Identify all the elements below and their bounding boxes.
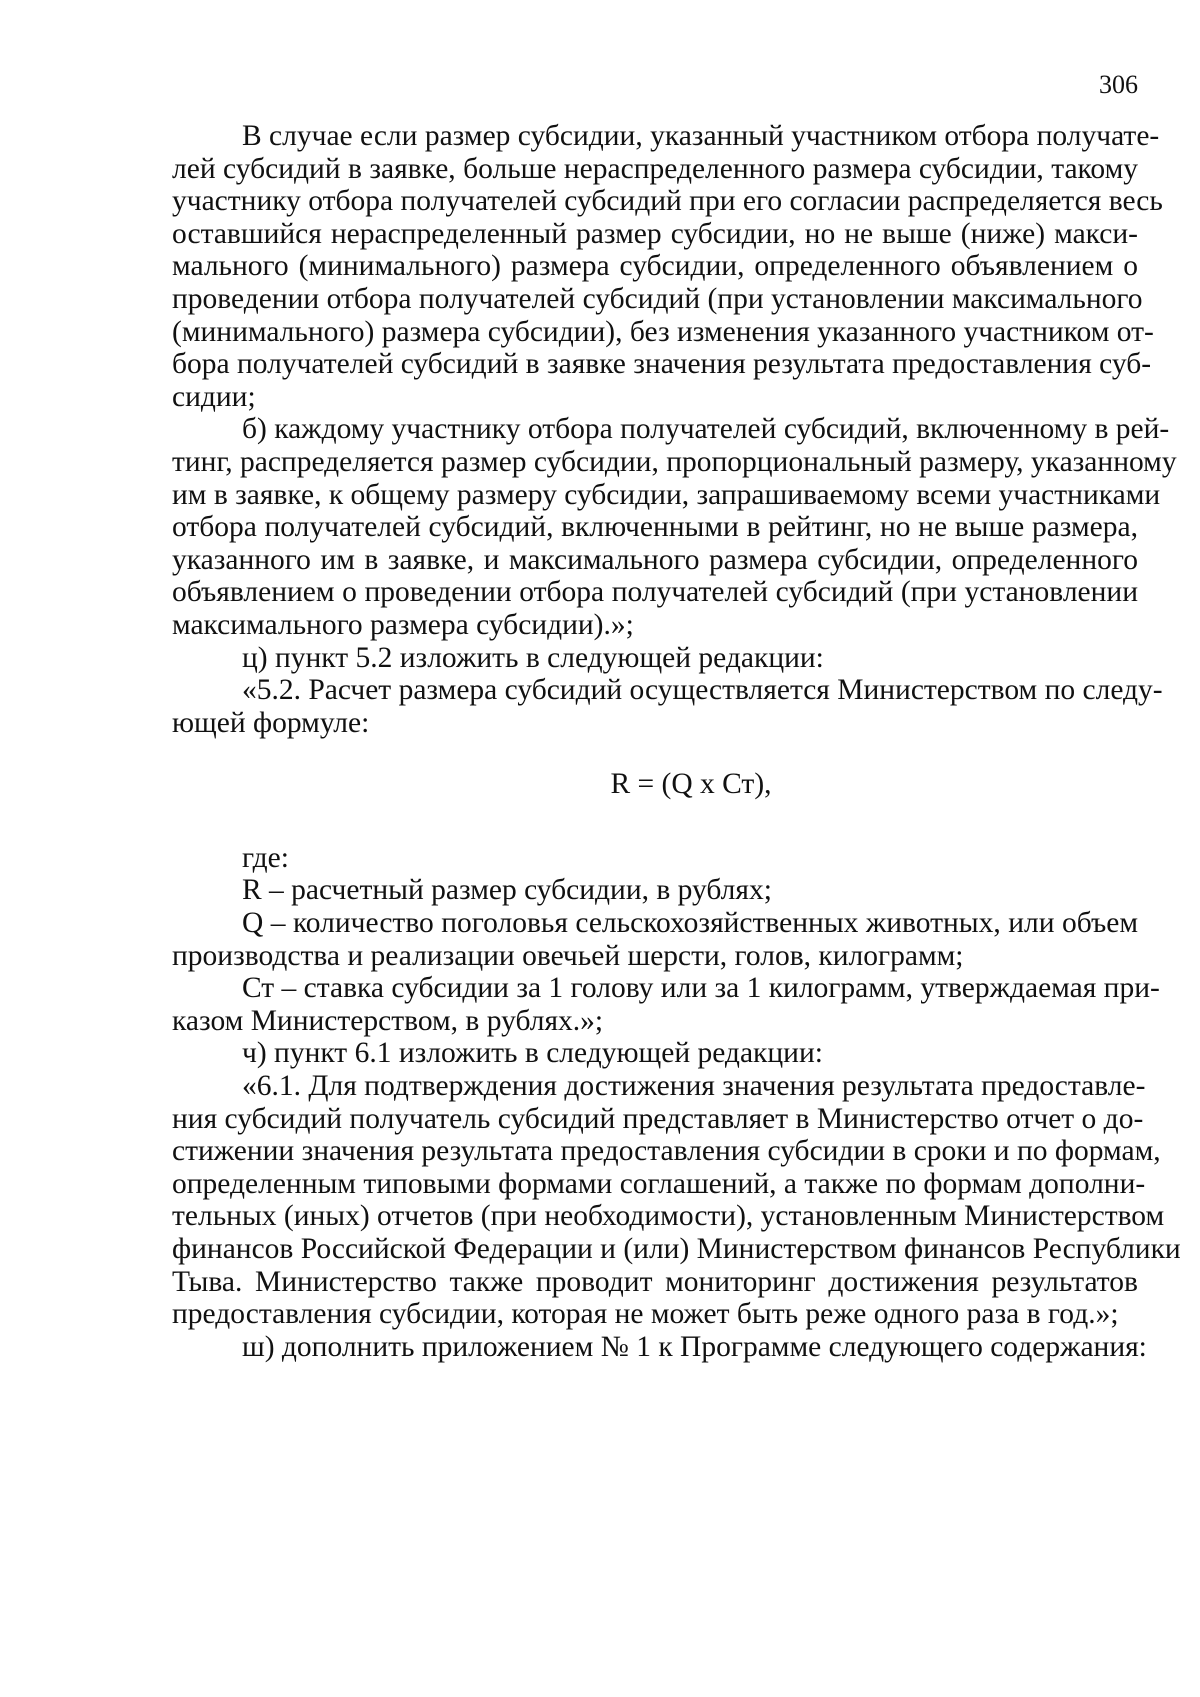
document-body xyxy=(172,120,1181,1363)
text-line: финансов Российской Федерации и (или) Министерством финансов Республики xyxy=(172,1233,1181,1265)
text-line: (минимального) размера субсидии), без изменения указанного участником от- xyxy=(172,315,1154,348)
text-line: мального (минимального) размера субсидии, определенного объявлением о xyxy=(172,250,1138,283)
text-line: «6.1. Для подтверждения достижения значения результата предоставле- xyxy=(242,1070,1146,1103)
paragraph-item-ch: ч) пункт 6.1 изложить в следующей редакции: xyxy=(242,1037,823,1070)
text-line: ния субсидий получатель субсидий представляет в Министерство отчет о до- xyxy=(172,1102,1144,1135)
text-line: максимального размера субсидии).»; xyxy=(172,608,634,641)
text-line: стижении значения результата предоставления субсидии в сроки и по формам, xyxy=(172,1135,1161,1168)
text-line: «5.2. Расчет размера субсидий осуществляется Министерством по следу- xyxy=(242,674,1163,707)
text-line: тинг, распределяется размер субсидии, пропорциональный размеру, указанному xyxy=(172,445,1177,478)
definition-st xyxy=(172,972,1160,1037)
paragraph-subsidy-remainder xyxy=(172,120,1163,413)
text-line: сидии; xyxy=(172,380,256,413)
paragraph-item-ts: ц) пункт 5.2 изложить в следующей редакции: xyxy=(242,641,824,674)
text-line: тельных (иных) отчетов (при необходимости), установленным Министерством xyxy=(172,1200,1165,1233)
text-line: проведении отбора получателей субсидий (при установлении максимального xyxy=(172,282,1143,315)
paragraph-item-b xyxy=(172,413,1177,641)
text-line: Q – количество поголовья сельскохозяйственных животных, или объем xyxy=(242,907,1138,940)
text-line: предоставления субсидии, которая не может быть реже одного раза в год.»; xyxy=(172,1298,1119,1331)
text-line: б) каждому участнику отбора получателей субсидий, включенному в рей- xyxy=(242,413,1170,446)
text-line: отбора получателей субсидий, включенными в рейтинг, но не выше размера, xyxy=(172,511,1138,544)
paragraph-clause-6-1 xyxy=(172,1070,1181,1331)
text-line: указанного им в заявке, и максимального размера субсидии, определенного xyxy=(172,543,1138,576)
text-line: лей субсидий в заявке, больше нераспределенного размера субсидии, такому xyxy=(172,152,1138,185)
formula: R = (Q x Ст), xyxy=(610,768,772,801)
page-number: 306 xyxy=(1099,70,1138,99)
definition-r: R – расчетный размер субсидии, в рублях; xyxy=(242,874,772,907)
text-line: объявлением о проведении отбора получателей субсидий (при установлении xyxy=(172,576,1138,609)
text-line: казом Министерством, в рублях.»; xyxy=(172,1004,604,1037)
text-line: участнику отбора получателей субсидий при его согласии распределяется весь xyxy=(172,185,1163,218)
definition-q xyxy=(172,907,1138,972)
text-line: определенным типовыми формами соглашений, а также по формам дополни- xyxy=(172,1167,1146,1200)
text-line: Ст – ставка субсидии за 1 голову или за 1 килограмм, утверждаемая при- xyxy=(242,972,1160,1005)
where-label: где: xyxy=(242,841,289,874)
text-line: Тыва. Министерство также проводит мониторинг достижения результатов xyxy=(172,1265,1138,1298)
text-line: им в заявке, к общему размеру субсидии, запрашиваемому всеми участниками xyxy=(172,478,1161,511)
paragraph-clause-5-2 xyxy=(172,674,1163,739)
text-line: В случае если размер субсидии, указанный участником отбора получате- xyxy=(242,120,1160,152)
text-line: оставшийся нераспределенный размер субсидии, но не выше (ниже) макси- xyxy=(172,217,1138,250)
text-line: производства и реализации овечьей шерсти, голов, килограмм; xyxy=(172,939,964,972)
text-line: ющей формуле: xyxy=(172,706,370,739)
paragraph-item-sh: ш) дополнить приложением № 1 к Программе следующего содержания: xyxy=(242,1330,1147,1363)
text-line: бора получателей субсидий в заявке значения результата предоставления суб- xyxy=(172,348,1152,381)
